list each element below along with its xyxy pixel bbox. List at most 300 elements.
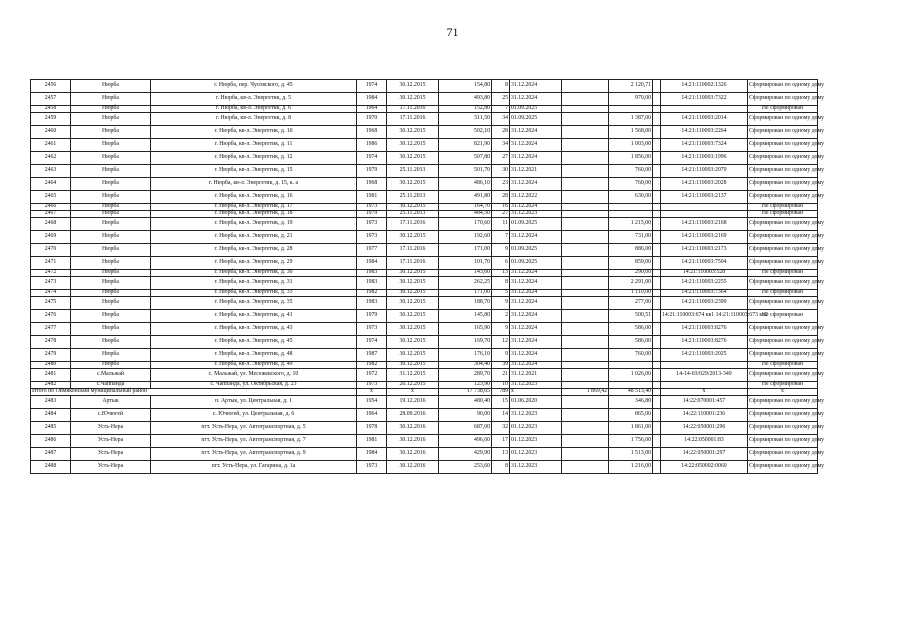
land-area-1: [562, 139, 609, 152]
land-area-1: [562, 310, 609, 323]
table-row: [31, 336, 876, 349]
date-recognized: 30.12.2015: [387, 270, 439, 277]
area: 152,80: [439, 106, 492, 113]
table-row: [31, 382, 876, 389]
date-recognized: 30.12.2015: [387, 204, 439, 211]
date-recognized: 26.12.2015: [387, 382, 439, 389]
land-area-2: 1 387,00: [609, 113, 653, 126]
blank-cell: [653, 218, 661, 231]
locality: Усть-Нера: [71, 435, 151, 448]
residents-count: 789: [492, 389, 510, 396]
area: 304,40: [439, 362, 492, 369]
row-number: 2473: [31, 277, 71, 290]
table-row: [31, 244, 876, 257]
address: с. Мальжай, ул. Месежекского, д. 10: [151, 369, 357, 382]
year-built: 1981: [357, 191, 387, 204]
land-area-1: [562, 93, 609, 106]
table-row: [31, 435, 876, 448]
blank-cell: [653, 211, 661, 218]
planned-date: 31.12.2024: [510, 323, 562, 336]
row-number: 2488: [31, 461, 71, 474]
land-area-2: 2 291,00: [609, 277, 653, 290]
locality: Нюрба: [71, 211, 151, 218]
residents-count: 27: [492, 152, 510, 165]
year-built: 1970: [357, 113, 387, 126]
area: 501,70: [439, 165, 492, 178]
locality: Нюрба: [71, 290, 151, 297]
residents-count: 27: [492, 211, 510, 218]
table-row: [31, 297, 876, 310]
cadastral-number: 14:21:110003:7322: [661, 93, 748, 106]
blank-cell: [653, 349, 661, 362]
land-area-2: [609, 204, 653, 211]
cadastral-number: 14:21:110003:2137: [661, 191, 748, 204]
row-number: 2474: [31, 290, 71, 297]
planned-date: 31.12.2024: [510, 139, 562, 152]
blank-cell: [653, 382, 661, 389]
land-area-2: 1 003,00: [609, 139, 653, 152]
table-row: [31, 409, 876, 422]
address: г. Нюрба, кв-л. Энергетик, д. 16: [151, 191, 357, 204]
locality: Нюрба: [71, 323, 151, 336]
housing-register-table: [30, 79, 876, 474]
planned-date: 31.12.2024: [510, 297, 562, 310]
planned-date: 31.12.2024: [510, 204, 562, 211]
land-area-2: 865,00: [609, 409, 653, 422]
date-recognized: 19.12.2016: [387, 396, 439, 409]
area: 687,00: [439, 422, 492, 435]
residents-count: 8: [492, 80, 510, 93]
year-built: 1983: [357, 277, 387, 290]
land-area-2: 346,80: [609, 396, 653, 409]
locality: Нюрба: [71, 113, 151, 126]
date-recognized: 17.11.2016: [387, 113, 439, 126]
land-status: Сформирован по одному дому: [748, 231, 818, 244]
land-area-2: 1 216,00: [609, 461, 653, 474]
address: г. Нюрба, кв-л. Энергетик, д. 10: [151, 126, 357, 139]
residents-count: 9: [492, 349, 510, 362]
table-row: [31, 369, 876, 382]
land-area-2: 277,00: [609, 297, 653, 310]
area: 164,70: [439, 204, 492, 211]
cadastral-number: 14:21:110003:2014: [661, 113, 748, 126]
address: г. Нюрба, кв-л. Энергетик, д. 8: [151, 113, 357, 126]
land-area-2: 731,00: [609, 231, 653, 244]
year-built: 1973: [357, 231, 387, 244]
residents-count: 9: [492, 323, 510, 336]
date-recognized: 17.11.2016: [387, 218, 439, 231]
cadastral-number: 14:22:050002:0060: [661, 461, 748, 474]
land-area-2: 886,00: [609, 244, 653, 257]
blank-cell: [653, 297, 661, 310]
year-built: 1982: [357, 290, 387, 297]
date-recognized: 30.12.2015: [387, 277, 439, 290]
planned-date: 01.09.2025: [510, 113, 562, 126]
table-row: [31, 349, 876, 362]
land-area-1: [562, 409, 609, 422]
area: 507,80: [439, 152, 492, 165]
row-number: 2484: [31, 409, 71, 422]
cadastral-number: 14:21:110003:7324: [661, 139, 748, 152]
land-area-2: 1 110,00: [609, 290, 653, 297]
blank-cell: [653, 257, 661, 270]
area: 480,40: [439, 396, 492, 409]
year-built: 1981: [357, 435, 387, 448]
planned-date: 01.09.2025: [510, 257, 562, 270]
planned-date: 31.12.2021: [510, 165, 562, 178]
cadastral-number: 14:21:110003:2028: [661, 178, 748, 191]
land-status: Сформирован по одному дому: [748, 323, 818, 336]
blank-cell: [653, 422, 661, 435]
residents-count: 28: [492, 126, 510, 139]
row-number: 2476: [31, 310, 71, 323]
year-built: 1984: [357, 257, 387, 270]
area: 170,60: [439, 218, 492, 231]
row-number: 2470: [31, 244, 71, 257]
year-built: 1979: [357, 165, 387, 178]
blank-cell: [653, 106, 661, 113]
cadastral-number: 14:21:110003:2255: [661, 277, 748, 290]
table-row: [31, 113, 876, 126]
cadastral-number: [661, 211, 748, 218]
area: 511,50: [439, 113, 492, 126]
planned-date: 01.12.2023: [510, 448, 562, 461]
locality: Нюрба: [71, 178, 151, 191]
row-number: 2475: [31, 297, 71, 310]
year-built: 1973: [357, 461, 387, 474]
land-status: Сформирован по одному дому: [748, 80, 818, 93]
planned-date: 01.12.2023: [510, 422, 562, 435]
land-status: Сформирован по одному дому: [748, 422, 818, 435]
cadastral-number: 14:22:050001:83: [661, 435, 748, 448]
table-row: [31, 362, 876, 369]
locality: Нюрба: [71, 139, 151, 152]
locality: Нюрба: [71, 362, 151, 369]
planned-date: 01.06.2020: [510, 396, 562, 409]
address: г. Нюрба, кв-л. Энергетик, д. 11: [151, 139, 357, 152]
row-number: 2486: [31, 435, 71, 448]
area: 429,90: [439, 448, 492, 461]
land-status: Сформирован по одному дому: [748, 139, 818, 152]
table-row: [31, 152, 876, 165]
land-area-1: [562, 218, 609, 231]
locality: Нюрба: [71, 297, 151, 310]
land-area-2: 2 120,71: [609, 80, 653, 93]
land-status: Не сформирован: [748, 290, 818, 297]
area: 169,70: [439, 336, 492, 349]
land-area-1: [562, 191, 609, 204]
row-number: 2472: [31, 270, 71, 277]
locality: Нюрба: [71, 126, 151, 139]
residents-count: 13: [492, 270, 510, 277]
residents-count: 8: [492, 461, 510, 474]
cadastral-number: 14:21:110003:2173: [661, 244, 748, 257]
table-row: [31, 204, 876, 211]
table-row: [31, 165, 876, 178]
land-area-1: [562, 231, 609, 244]
cadastral-number: 14-14-03/029/2013-349: [661, 369, 748, 382]
year-built: 1972: [357, 369, 387, 382]
land-area-2: 859,00: [609, 257, 653, 270]
land-area-1: [562, 244, 609, 257]
year-built: 1973: [357, 323, 387, 336]
land-status: Сформирован по одному дому: [748, 218, 818, 231]
residents-count: 11: [492, 218, 510, 231]
date-recognized: 30.12.2015: [387, 297, 439, 310]
land-area-2: 760,00: [609, 178, 653, 191]
residents-count: 34: [492, 139, 510, 152]
address: г. Нюрба, кв-л. Энергетик, д. 35: [151, 297, 357, 310]
row-number: 2477: [31, 323, 71, 336]
area: 165,90: [439, 323, 492, 336]
land-area-2: 630,00: [609, 191, 653, 204]
land-area-1: [562, 106, 609, 113]
residents-count: 39: [492, 362, 510, 369]
row-number: 2457: [31, 93, 71, 106]
address: г. Нюрба, кв-л. Энергетик, д. 29: [151, 257, 357, 270]
table-row: [31, 106, 876, 113]
year-built: 1954: [357, 396, 387, 409]
year-built: 1977: [357, 244, 387, 257]
year-built: 1984: [357, 93, 387, 106]
residents-count: 7: [492, 231, 510, 244]
land-status: Сформирован по одному дому: [748, 191, 818, 204]
address: г. Нюрба, кв-л. Энергетик, д. 33: [151, 290, 357, 297]
cadastral-number: 14:21:110003:8276: [661, 323, 748, 336]
land-status: Сформирован по одному дому: [748, 93, 818, 106]
blank-cell: [653, 310, 661, 323]
blank-cell: [653, 290, 661, 297]
address: пгт. Усть-Нера, ул. Гагарина, д. 1а: [151, 461, 357, 474]
land-status: Сформирован по одному дому: [748, 277, 818, 290]
cadastral-number: 14:21:110003:2264: [661, 126, 748, 139]
land-area-2: 1 513,00: [609, 448, 653, 461]
year-built: 1984: [357, 448, 387, 461]
date-recognized: 25.11.2013: [387, 211, 439, 218]
planned-date: 31.12.2024: [510, 80, 562, 93]
row-number: 2463: [31, 165, 71, 178]
planned-date: 31.12.2024: [510, 277, 562, 290]
blank-cell: [653, 244, 661, 257]
land-area-1: [562, 297, 609, 310]
cadastral-number: 14:21:110003:8276: [661, 336, 748, 349]
residents-count: 25: [492, 93, 510, 106]
address: г. Нюрба, кв-л. Энергетик, д. 18: [151, 211, 357, 218]
date-recognized: 25.11.2013: [387, 191, 439, 204]
land-area-1: [562, 113, 609, 126]
land-area-1: [562, 126, 609, 139]
row-number: 2467: [31, 211, 71, 218]
land-area-1: [562, 211, 609, 218]
land-area-2: [609, 211, 653, 218]
blank-cell: [653, 191, 661, 204]
planned-date: 31.12.2024: [510, 362, 562, 369]
row-number: 2483: [31, 396, 71, 409]
land-status: Сформирован по одному дому: [748, 448, 818, 461]
table-row: [31, 80, 876, 93]
locality: Усть-Нера: [71, 461, 151, 474]
year-built: 1974: [357, 80, 387, 93]
row-number: 2462: [31, 152, 71, 165]
area: 17 738,65: [439, 389, 492, 396]
planned-date: х: [510, 389, 562, 396]
table-row: [31, 323, 876, 336]
land-area-2: [609, 106, 653, 113]
row-number: 2468: [31, 218, 71, 231]
blank-cell: [653, 178, 661, 191]
land-status: Не сформирован: [748, 310, 818, 323]
row-number: 2456: [31, 80, 71, 93]
locality: Нюрба: [71, 310, 151, 323]
blank-cell: [653, 165, 661, 178]
cadastral-number: 14:22:050001:297: [661, 448, 748, 461]
total-label: Итого по Оймяконский муниципальный район: [31, 389, 357, 396]
locality: Артык: [71, 396, 151, 409]
row-number: 2469: [31, 231, 71, 244]
residents-count: 13: [492, 448, 510, 461]
cadastral-number: 14:21:110003:7364: [661, 290, 748, 297]
planned-date: 31.12.2024: [510, 290, 562, 297]
table-row: [31, 191, 876, 204]
table-body: [31, 80, 876, 474]
row-number: 2479: [31, 349, 71, 362]
residents-count: 34: [492, 113, 510, 126]
planned-date: 31.12.2024: [510, 126, 562, 139]
table-row: [31, 290, 876, 297]
land-status: Сформирован по одному дому: [748, 409, 818, 422]
residents-count: 6: [492, 257, 510, 270]
area: 143,60: [439, 270, 492, 277]
land-area-1: [562, 362, 609, 369]
address: г. Нюрба, кв-л. Энергетик, д. 19: [151, 218, 357, 231]
planned-date: 31.12.2024: [510, 310, 562, 323]
planned-date: 01.09.2025: [510, 106, 562, 113]
address: г. Нюрба, кв-л. Энергетик, д. 45: [151, 336, 357, 349]
cadastral-number: х: [661, 389, 748, 396]
land-area-1: [562, 270, 609, 277]
year-built: 1973: [357, 382, 387, 389]
residents-count: 5: [492, 290, 510, 297]
land-status: Сформирован по одному дому: [748, 178, 818, 191]
year-built: 1973: [357, 204, 387, 211]
area: 188,70: [439, 297, 492, 310]
land-status: Сформирован по одному дому: [748, 257, 818, 270]
row-number: 2466: [31, 204, 71, 211]
cadastral-number: [661, 106, 748, 113]
area: 491,80: [439, 191, 492, 204]
locality: Нюрба: [71, 106, 151, 113]
address: г. Нюрба, кв-л. Энергетик, д. 21: [151, 231, 357, 244]
year-built: 1987: [357, 349, 387, 362]
locality: с.Ючюгей: [71, 409, 151, 422]
planned-date: 31.12.2023: [510, 461, 562, 474]
area: 262,25: [439, 277, 492, 290]
date-recognized: 30.12.2015: [387, 139, 439, 152]
blank-cell: [653, 113, 661, 126]
area: 502,10: [439, 126, 492, 139]
residents-count: 30: [492, 165, 510, 178]
year-built: 1974: [357, 152, 387, 165]
cadastral-number: 14:21:110003:2079: [661, 165, 748, 178]
year-built: 1978: [357, 422, 387, 435]
address: г. Нюрба, кв-л. Энергетик, д. 12: [151, 152, 357, 165]
year-built: 1968: [357, 178, 387, 191]
row-number: 2482: [31, 382, 71, 389]
blank-cell: [653, 93, 661, 106]
residents-count: 17: [492, 435, 510, 448]
land-area-1: [562, 152, 609, 165]
planned-date: 31.12.2024: [510, 349, 562, 362]
date-recognized: 30.12.2015: [387, 93, 439, 106]
row-number: 2485: [31, 422, 71, 435]
land-status: Сформирован по одному дому: [748, 126, 818, 139]
residents-count: 21: [492, 369, 510, 382]
land-area-2: 1 756,00: [609, 435, 653, 448]
area: 496,60: [439, 435, 492, 448]
blank-cell: [653, 336, 661, 349]
address: пгт. Усть-Нера, ул. Автотранспортная, д. 9: [151, 448, 357, 461]
cadastral-number: 14:22:050001:296: [661, 422, 748, 435]
table-row: [31, 461, 876, 474]
locality: Нюрба: [71, 191, 151, 204]
locality: Усть-Нера: [71, 448, 151, 461]
address: п. Артык, ул. Центральная, д. 1: [151, 396, 357, 409]
residents-count: 23: [492, 178, 510, 191]
land-area-1: [562, 257, 609, 270]
residents-count: 16: [492, 204, 510, 211]
land-area-2: 1 856,00: [609, 152, 653, 165]
blank-cell: [653, 139, 661, 152]
year-built: 1964: [357, 106, 387, 113]
table-row: [31, 270, 876, 277]
address: с. Ючюгей, ул. Центральная, д. 6: [151, 409, 357, 422]
date-recognized: 30.12.2016: [387, 448, 439, 461]
planned-date: 31.12.2024: [510, 152, 562, 165]
row-number: 2465: [31, 191, 71, 204]
area: 145,80: [439, 310, 492, 323]
land-area-2: 1 861,00: [609, 422, 653, 435]
land-status: Сформирован по одному дому: [748, 369, 818, 382]
land-area-1: [562, 178, 609, 191]
land-area-1: [562, 396, 609, 409]
address: г. Нюрба, кв-л. Энергетик, д. 43: [151, 323, 357, 336]
locality: Нюрба: [71, 165, 151, 178]
land-status: Сформирован по одному дому: [748, 435, 818, 448]
row-number: 2480: [31, 362, 71, 369]
blank-cell: [653, 409, 661, 422]
land-area-2: 1 215,00: [609, 218, 653, 231]
land-status: Не сформирован: [748, 106, 818, 113]
residents-count: 12: [492, 336, 510, 349]
land-area-1: [562, 323, 609, 336]
year-built: 1983: [357, 297, 387, 310]
land-area-2: 1 568,00: [609, 126, 653, 139]
land-area-1: [562, 80, 609, 93]
year-built: 1968: [357, 126, 387, 139]
address: г. Нюрба, кв-л. Энергетик, д. 6: [151, 106, 357, 113]
area: 176,10: [439, 349, 492, 362]
cadastral-number: 14:21:110003:7504: [661, 257, 748, 270]
land-area-1: [562, 336, 609, 349]
residents-count: 10: [492, 382, 510, 389]
land-status: Сформирован по одному дому: [748, 396, 818, 409]
year-built: 1986: [357, 139, 387, 152]
table-row: [31, 218, 876, 231]
date-recognized: 30.12.2015: [387, 231, 439, 244]
cadastral-number: [661, 204, 748, 211]
area: 493,80: [439, 93, 492, 106]
residents-count: 28: [492, 191, 510, 204]
